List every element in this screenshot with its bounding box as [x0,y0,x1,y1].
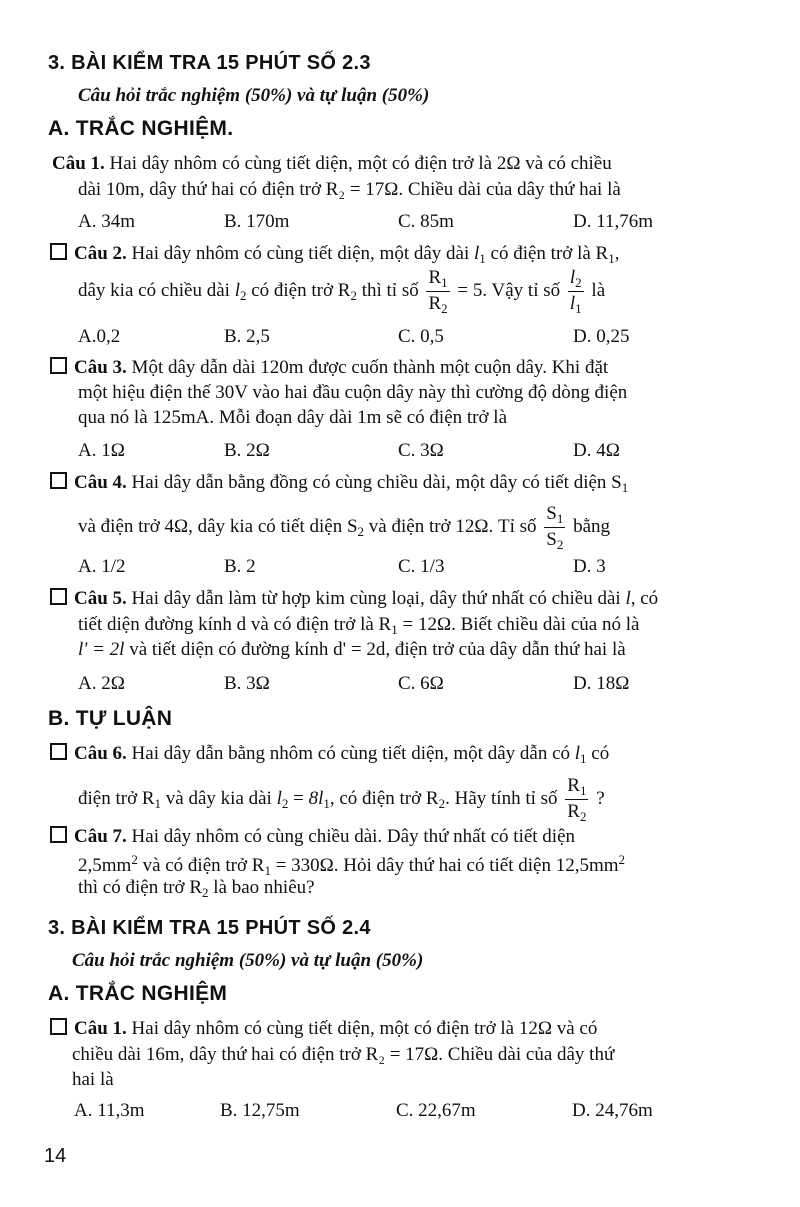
subscript: 1 [621,480,629,495]
checkbox-icon[interactable] [50,588,67,605]
test-2-4-title: 3. BÀI KIỂM TRA 15 PHÚT SỐ 2.4 [48,917,371,939]
subscript: 2 [239,287,247,303]
question-1 [50,1018,597,1040]
question-text: có điện trở là R [485,243,609,264]
question-text-line: chiều dài 16m, dây thứ hai có điện trở R₂ = 17Ω. Chiều dài của dây thứ [72,1044,615,1065]
question-text: và tiết diện có đường kính d' = 2d, điện trở của dây dẫn thứ hai là [124,639,626,660]
question-2 [50,243,619,267]
checkbox-icon[interactable] [50,472,67,489]
option-d[interactable]: D. 18Ω [573,673,630,694]
symbol: l [474,243,480,264]
option-b[interactable]: B. 2 [224,556,256,577]
question-label: Câu 6. [74,743,127,764]
question-text: thì có điện trở R [78,877,203,898]
subscript: 1 [580,751,587,766]
question-1 [52,153,612,175]
checkbox-icon[interactable] [50,826,67,843]
question-text: , có [630,588,659,609]
option-a[interactable]: A. 34m [78,211,135,232]
question-text: Một dây dẫn dài 120m được cuốn thành một cuộn dây. Khi đặt [131,357,609,378]
option-d[interactable]: D. 11,76m [573,211,654,232]
subscript: 1 [264,863,271,878]
option-b[interactable]: B. 170m [224,211,290,232]
question-5 [50,588,658,610]
checkbox-icon[interactable] [50,357,67,374]
question-text: là [586,279,606,301]
option-b[interactable]: B. 2,5 [224,326,270,347]
section-b-heading: B. TỰ LUẬN [48,707,173,730]
question-text: ? [591,787,605,809]
option-d[interactable]: D. 24,76m [572,1100,653,1121]
question-text-line: điện trở $R_1$ và dây kia dài $l_2 = 8l_1$, có điện trở $R_2$. Hãy tính tỉ số $\frac{R_1}{R_2}$ ? [78,775,605,824]
question-text: và điện trở 12Ω. Tỉ số [364,515,542,537]
superscript: 2 [131,852,138,867]
subscript: 1 [323,795,330,811]
symbol: l [234,279,240,301]
checkbox-icon[interactable] [50,1018,67,1035]
subscript: 1 [479,251,486,266]
option-b[interactable]: B. 2Ω [224,440,270,461]
question-text: = 5. Vậy tỉ số [452,279,565,301]
option-c[interactable]: C. 6Ω [398,673,444,694]
option-b[interactable]: B. 12,75m [220,1100,300,1121]
question-4 [50,472,628,496]
fraction-l2-l1: $\frac{l_2}{l_1}$ [569,267,582,316]
option-b[interactable]: B. 3Ω [224,673,270,694]
question-text: là bao nhiêu? [208,877,315,898]
question-text-line: qua nó là 125mA. Mỗi đoạn dây dài 1m sẽ có điện trở là [78,407,508,428]
subscript: 2 [438,795,446,811]
question-text-line [78,877,315,901]
option-a[interactable]: A. 2Ω [78,673,125,694]
question-text: tiết diện đường kính d và có điện trở là R [78,614,392,635]
question-label: Câu 4. [74,472,127,493]
question-text: Hai dây nhôm có cùng tiết diện, một dây dài [131,243,474,264]
question-text: Hai dây nhôm có cùng tiết diện, một có điện trở là 2Ω và có chiều [109,153,612,174]
fraction-r1-r2: $\frac{R_1}{R_2}$ [567,775,587,824]
question-text: điện trở R [78,787,155,809]
checkbox-icon[interactable] [50,243,67,260]
question-7 [50,826,575,848]
section-a-heading: A. TRẮC NGHIỆM [48,982,228,1005]
question-text: Hai dây dẫn làm từ hợp kim cùng loại, dây thứ nhất có chiều dài [131,588,626,609]
option-c[interactable]: C. 85m [398,211,454,232]
fraction-s1-s2: $\frac{S_1}{S_2}$ [546,503,564,552]
question-text: Hai dây dẫn bằng đồng có cùng chiều dài, một dây có tiết diện S [131,472,622,493]
question-text: Hai dây dẫn bằng nhôm có cùng tiết diện, một dây dẫn có [131,743,575,764]
question-text: và điện trở 4Ω, dây kia có tiết diện S [78,515,358,537]
question-text: bằng [568,515,611,537]
subscript: 1 [391,622,398,637]
option-a[interactable]: A. 11,3m [74,1100,145,1121]
option-a[interactable]: A. 1/2 [78,556,126,577]
question-label: Câu 5. [74,588,127,609]
question-text: dây kia có chiều dài [78,279,235,301]
option-c[interactable]: C. 22,67m [396,1100,476,1121]
symbol: l [574,743,581,764]
section-a-heading: A. TRẮC NGHIỆM. [48,117,234,140]
fraction-r1-r2: $\frac{R_1}{R_2}$ [428,267,448,316]
option-a[interactable]: A.0,2 [78,326,121,347]
checkbox-icon[interactable] [50,743,67,760]
option-c[interactable]: C. 1/3 [398,556,445,577]
question-label: Câu 2. [74,243,127,264]
option-c[interactable]: C. 0,5 [398,326,444,347]
question-text: thì tỉ số [356,279,424,301]
question-text-line: một hiệu điện thế 30V vào hai đầu cuộn dây này thì cường độ dòng điện [78,382,628,403]
option-a[interactable]: A. 1Ω [78,440,125,461]
question-text: , có điện trở R [329,787,439,809]
option-d[interactable]: D. 4Ω [573,440,620,461]
test-2-3-subtitle: Câu hỏi trắc nghiệm (50%) và tự luận (50%) [78,85,430,106]
question-3 [50,357,608,379]
question-text: và có điện trở R [137,855,265,876]
superscript: 2 [618,852,625,867]
question-text-line: hai là [72,1069,114,1090]
question-text-line [78,852,625,879]
page-number: 14 [44,1145,67,1167]
subscript: 1 [154,795,162,811]
test-2-4-subtitle: Câu hỏi trắc nghiệm (50%) và tự luận (50%) [72,950,424,971]
question-text: , [614,243,620,264]
question-label: Câu 3. [74,357,127,378]
option-d[interactable]: D. 0,25 [573,326,630,347]
subscript: 2 [281,795,289,811]
question-text-line [78,614,639,638]
question-text: . Hãy tính tỉ số [445,787,563,809]
symbol: 8l [308,787,324,809]
question-text-line [78,268,605,315]
question-text: Hai dây nhôm có cùng tiết diện, một có điện trở là 12Ω và có [131,1018,598,1039]
question-text: 2,5mm [78,855,132,876]
option-c[interactable]: C. 3Ω [398,440,444,461]
question-text-line [78,639,626,661]
question-text: = 330Ω. Hỏi dây thứ hai có tiết diện 12,5mm [270,855,619,876]
test-2-3-title: 3. BÀI KIỂM TRA 15 PHÚT SỐ 2.3 [48,52,371,74]
question-text: = 12Ω. Biết chiều dài của nó là [397,614,640,635]
question-text: và dây kia dài [161,787,277,809]
question-text-line [78,504,610,551]
symbol: l [625,588,631,609]
question-text: có điện trở R [246,279,351,301]
subscript: 1 [608,251,615,266]
subscript: 2 [357,523,365,539]
subscript: 2 [350,287,357,303]
question-text: Hai dây nhôm có cùng chiều dài. Dây thứ nhất có tiết diện [131,826,576,847]
question-label: Câu 1. [74,1018,127,1039]
symbol: l [276,787,282,809]
option-d[interactable]: D. 3 [573,556,606,577]
subscript: 2 [202,885,209,900]
question-6 [50,743,609,767]
question-text-line: dài 10m, dây thứ hai có điện trở R₂ = 17Ω. Chiều dài của dây thứ hai là [78,179,621,200]
question-text: l' = 2l [78,639,125,660]
question-text: có [586,743,610,764]
question-label: Câu 7. [74,826,127,847]
question-label: Câu 1. [52,153,105,174]
